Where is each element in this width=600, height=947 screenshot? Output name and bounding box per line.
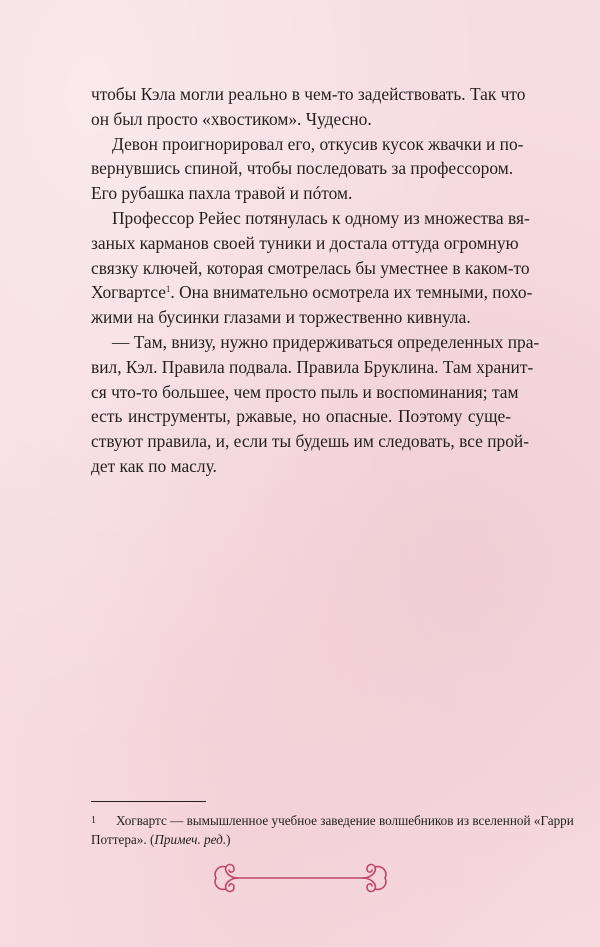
text-line: связку ключей, которая смотрелась бы уместнее в каком-то xyxy=(91,257,530,278)
text-line: дет как по маслу. xyxy=(91,455,217,476)
text-line xyxy=(91,280,533,305)
text-line: Его рубашка пахла травой и пóтом. xyxy=(91,183,353,204)
footnote xyxy=(91,811,574,849)
text-line: он был просто «хвостиком». Чудесно. xyxy=(91,108,372,129)
text-line: жими на бусинки глазами и торжественно кивнула. xyxy=(91,307,471,328)
body-text xyxy=(91,82,540,479)
editor-note: Примеч. ред. xyxy=(154,832,227,847)
text-line: заных карманов своей туники и достала оттуда огромную xyxy=(91,232,519,253)
text-line: ся что-то большее, чем просто пыль и воспоминания; там xyxy=(91,381,519,402)
footnote-line xyxy=(91,830,511,849)
footnote-fragment: ) xyxy=(226,832,231,847)
text-line: вернувшись спиной, чтобы последовать за профессором. xyxy=(91,158,514,179)
hogwarts-word: Хогвартсе xyxy=(91,282,166,303)
text-line: Профессор Рейес потянулась к одному из множества вя- xyxy=(112,207,530,228)
text-line: Девон проигнорировал его, откусив кусок жвачки и по- xyxy=(112,133,524,154)
text-line: — Там, внизу, нужно придерживаться определенных пра- xyxy=(112,331,540,352)
text-fragment: . Она внимательно осмотрела их темными, похо- xyxy=(170,282,533,303)
footnote-line: Хогвартс — вымышленное учебное заведение волшебников из вселенной «Гарри xyxy=(116,813,574,828)
text-line: есть инструменты, ржавые, но опасные. Поэтому суще- xyxy=(91,406,511,427)
text-line: ствуют правила, и, если ты будешь им следовать, все прой- xyxy=(91,431,529,452)
footnote-text xyxy=(91,811,574,849)
footnote-fragment: Поттера». ( xyxy=(91,832,155,847)
footnote-divider xyxy=(91,801,206,802)
decorative-ornament-icon xyxy=(208,860,393,896)
text-line: вил, Кэл. Правила подвала. Правила Бруклина. Там хранит- xyxy=(91,356,534,377)
text-line: чтобы Кэла могли реально в чем-то задействовать. Так что xyxy=(91,84,526,104)
footnote-number: 1 xyxy=(91,815,96,826)
footnote-marker[interactable]: 1 xyxy=(165,284,171,295)
